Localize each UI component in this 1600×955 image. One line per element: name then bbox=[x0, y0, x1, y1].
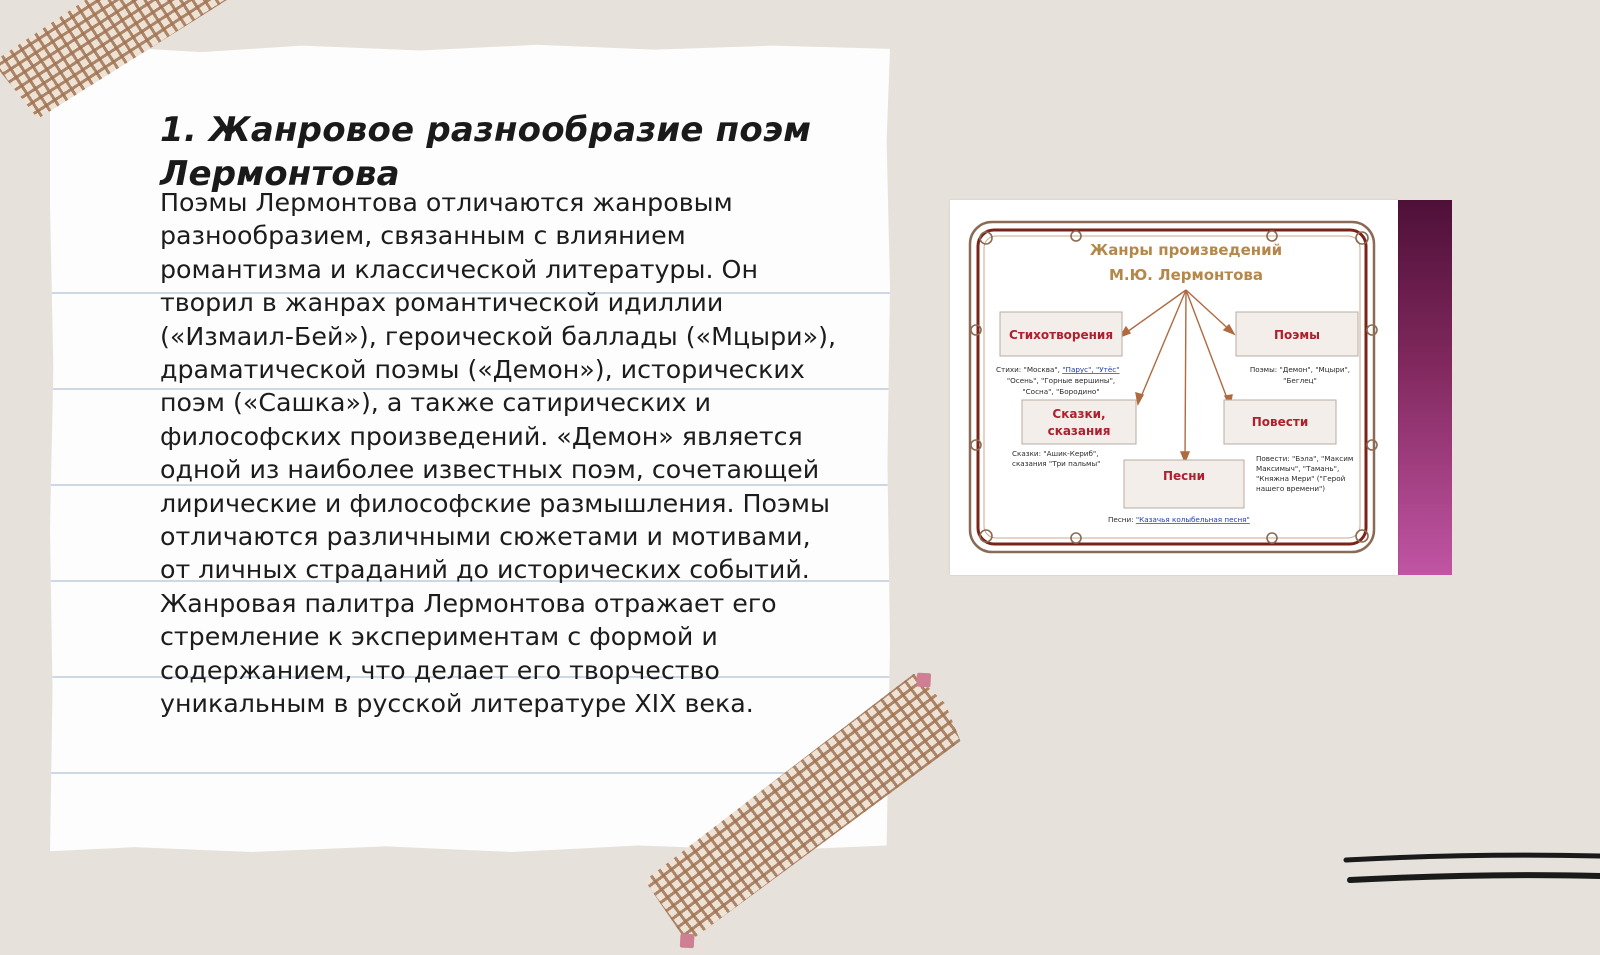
note-stories-line3: "Княжна Мери" ("Герой bbox=[1256, 474, 1346, 483]
box-label-songs: Песни bbox=[1163, 469, 1205, 483]
tape-tab bbox=[916, 673, 931, 688]
box-label-tales-2: сказания bbox=[1047, 424, 1111, 438]
brush-stroke bbox=[1346, 855, 1600, 860]
slide-title: 1. Жанровое разнообразие поэм Лермонтова bbox=[160, 110, 812, 194]
brush-strokes bbox=[1340, 850, 1600, 900]
genre-diagram bbox=[950, 200, 1398, 575]
note-stories-line4: нашего времени") bbox=[1256, 484, 1326, 493]
note-stories-line1: Повести: "Бэла", "Максим bbox=[1256, 454, 1354, 463]
slide-paragraph: Поэмы Лермонтова отличаются жанровым разнообразием, связанным с влиянием романтизма и классической литературы. Он творил в жанрах романтической идиллии («Измаил-Бей»), героической баллады («Мцыри»), драматической поэмы («Демон»), исторических поэм («Сашка»), а также сатирических и философских произведений. «Демон» является одной из наиболее известных поэм, сочетающей лирические и философские размышления. Поэмы отличаются различными сюжетами и мотивами, от личных страданий до исторических событий. Жанровая палитра Лермонтова отражает его стремление к экспериментам с формой и содержанием, что делает его творчество уникальным в русской литературе XIX века. bbox=[160, 188, 837, 719]
note-stories-line2: Максимыч", "Тамань", bbox=[1256, 464, 1340, 473]
diagram-title-line2: М.Ю. Лермонтова bbox=[1108, 266, 1264, 284]
box-label-stories: Повести bbox=[1251, 415, 1309, 429]
ruled-line bbox=[50, 772, 890, 774]
brush-stroke bbox=[1350, 875, 1600, 880]
note-verses-line2: "Осень", "Горные вершины", bbox=[1006, 376, 1116, 385]
note-poems-line2: "Беглец" bbox=[1283, 376, 1317, 385]
genre-diagram-image bbox=[950, 200, 1398, 575]
note-verses-prefix: Стихи: "Москва", bbox=[996, 365, 1063, 374]
note-songs bbox=[1108, 515, 1250, 524]
note-verses-link[interactable]: "Парус", "Утёс" bbox=[1062, 365, 1120, 374]
box-label-poems-short: Стихотворения bbox=[1008, 328, 1114, 342]
box-songs bbox=[1124, 460, 1244, 508]
note-tales-line1: Сказки: "Ашик-Кериб", bbox=[1012, 449, 1099, 458]
note-tales-line2: сказания "Три пальмы" bbox=[1012, 459, 1101, 468]
diagram-title-line1: Жанры произведений bbox=[1089, 241, 1283, 259]
note-verses-line1 bbox=[996, 365, 1120, 374]
box-label-tales-1: Сказки, bbox=[1052, 407, 1106, 421]
accent-bar bbox=[1398, 200, 1452, 575]
tape-tab bbox=[680, 934, 695, 949]
box-label-poems-long: Поэмы bbox=[1273, 328, 1321, 342]
note-songs-prefix: Песни: bbox=[1108, 515, 1136, 524]
note-verses-line3: "Сосна", "Бородино" bbox=[1022, 387, 1100, 396]
note-poems-line1: Поэмы: "Демон", "Мцыри", bbox=[1249, 365, 1351, 374]
diagram-arrows bbox=[1120, 290, 1234, 462]
note-songs-link[interactable]: "Казачья колыбельная песня" bbox=[1135, 515, 1250, 524]
